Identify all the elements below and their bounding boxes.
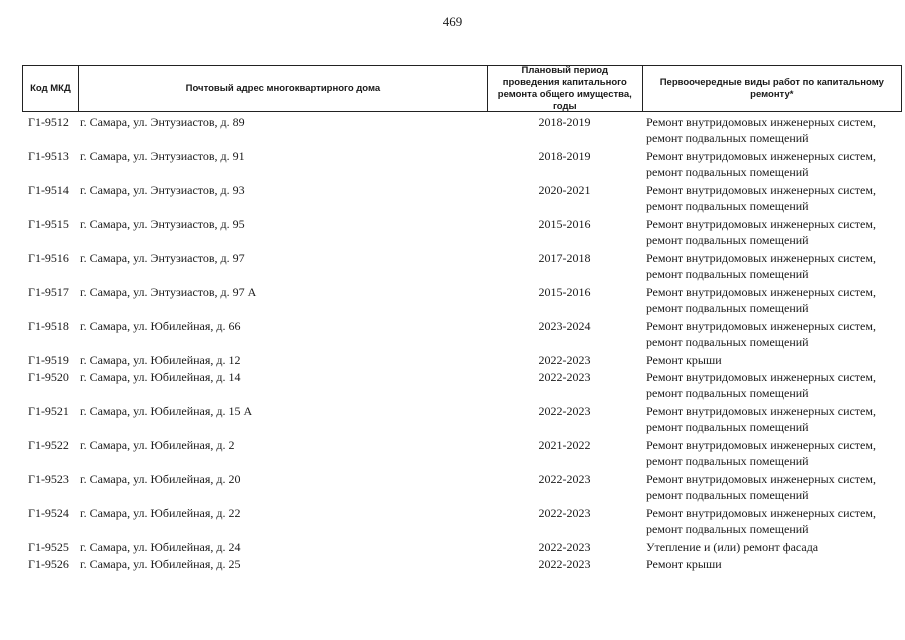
table-header bbox=[22, 65, 902, 112]
cell-works: Ремонт внутридомовых инженерных систем, ремонт подвальных помещений bbox=[646, 217, 876, 247]
cell-code: Г1-9525 bbox=[28, 540, 69, 554]
cell-address: г. Самара, ул. Юбилейная, д. 14 bbox=[80, 370, 241, 384]
table-row bbox=[22, 352, 902, 369]
cell-address: г. Самара, ул. Юбилейная, д. 15 А bbox=[80, 404, 253, 418]
cell-address: г. Самара, ул. Энтузиастов, д. 97 А bbox=[80, 285, 257, 299]
cell-works: Ремонт внутридомовых инженерных систем, ремонт подвальных помещений bbox=[646, 404, 876, 434]
cell-code: Г1-9523 bbox=[28, 472, 69, 486]
cell-period: 2015-2016 bbox=[538, 217, 591, 231]
table-row bbox=[22, 250, 902, 284]
cell-code: Г1-9524 bbox=[28, 506, 69, 520]
table-row bbox=[22, 148, 902, 182]
cell-address: г. Самара, ул. Энтузиастов, д. 91 bbox=[80, 149, 245, 163]
cell-address: г. Самара, ул. Энтузиастов, д. 95 bbox=[80, 217, 245, 231]
cell-period: 2020-2021 bbox=[538, 183, 591, 197]
table-row bbox=[22, 505, 902, 539]
cell-period: 2022-2023 bbox=[538, 370, 591, 384]
table-row bbox=[22, 539, 902, 556]
cell-works: Ремонт внутридомовых инженерных систем, ремонт подвальных помещений bbox=[646, 472, 876, 502]
cell-works: Ремонт внутридомовых инженерных систем, ремонт подвальных помещений bbox=[646, 115, 876, 145]
cell-code: Г1-9516 bbox=[28, 251, 69, 265]
table-row bbox=[22, 318, 902, 352]
cell-address: г. Самара, ул. Юбилейная, д. 22 bbox=[80, 506, 241, 520]
table-row bbox=[22, 216, 902, 250]
cell-code: Г1-9519 bbox=[28, 353, 69, 367]
cell-period: 2022-2023 bbox=[538, 540, 591, 554]
cell-period: 2015-2016 bbox=[538, 285, 591, 299]
cell-code: Г1-9514 bbox=[28, 183, 69, 197]
table-row bbox=[22, 182, 902, 216]
cell-address: г. Самара, ул. Юбилейная, д. 25 bbox=[80, 557, 241, 571]
cell-code: Г1-9517 bbox=[28, 285, 69, 299]
cell-period: 2018-2019 bbox=[538, 115, 591, 129]
cell-period: 2022-2023 bbox=[538, 353, 591, 367]
cell-address: г. Самара, ул. Юбилейная, д. 20 bbox=[80, 472, 241, 486]
cell-period: 2022-2023 bbox=[538, 472, 591, 486]
cell-works: Ремонт внутридомовых инженерных систем, ремонт подвальных помещений bbox=[646, 285, 876, 315]
cell-code: Г1-9521 bbox=[28, 404, 69, 418]
cell-address: г. Самара, ул. Энтузиастов, д. 97 bbox=[80, 251, 245, 265]
cell-code: Г1-9520 bbox=[28, 370, 69, 384]
page-number: 469 bbox=[442, 14, 463, 29]
cell-code: Г1-9512 bbox=[28, 115, 69, 129]
cell-period: 2017-2018 bbox=[538, 251, 591, 265]
cell-address: г. Самара, ул. Юбилейная, д. 2 bbox=[80, 438, 235, 452]
cell-works: Ремонт внутридомовых инженерных систем, ремонт подвальных помещений bbox=[646, 149, 876, 179]
cell-period: 2021-2022 bbox=[538, 438, 591, 452]
header-period: Плановый период проведения капитального ремонта общего имущества, годы bbox=[487, 66, 642, 111]
table-row bbox=[22, 284, 902, 318]
cell-period: 2022-2023 bbox=[538, 557, 591, 571]
cell-period: 2018-2019 bbox=[538, 149, 591, 163]
header-address: Почтовый адрес многоквартирного дома bbox=[78, 66, 487, 111]
cell-works: Ремонт крыши bbox=[646, 353, 722, 367]
cell-period: 2023-2024 bbox=[538, 319, 591, 333]
cell-period: 2022-2023 bbox=[538, 404, 591, 418]
table-body bbox=[22, 114, 902, 573]
cell-address: г. Самара, ул. Энтузиастов, д. 89 bbox=[80, 115, 245, 129]
cell-works: Ремонт внутридомовых инженерных систем, ремонт подвальных помещений bbox=[646, 438, 876, 468]
cell-address: г. Самара, ул. Энтузиастов, д. 93 bbox=[80, 183, 245, 197]
cell-address: г. Самара, ул. Юбилейная, д. 24 bbox=[80, 540, 241, 554]
table-row bbox=[22, 471, 902, 505]
cell-works: Утепление и (или) ремонт фасада bbox=[646, 540, 819, 554]
cell-code: Г1-9526 bbox=[28, 557, 69, 571]
cell-works: Ремонт внутридомовых инженерных систем, ремонт подвальных помещений bbox=[646, 319, 876, 349]
header-works: Первоочередные виды работ по капитальному ремонту* bbox=[642, 66, 901, 111]
cell-works: Ремонт внутридомовых инженерных систем, ремонт подвальных помещений bbox=[646, 251, 876, 281]
cell-works: Ремонт крыши bbox=[646, 557, 722, 571]
table-row bbox=[22, 369, 902, 403]
cell-code: Г1-9518 bbox=[28, 319, 69, 333]
cell-period: 2022-2023 bbox=[538, 506, 591, 520]
table-row bbox=[22, 114, 902, 148]
cell-works: Ремонт внутридомовых инженерных систем, ремонт подвальных помещений bbox=[646, 370, 876, 400]
cell-works: Ремонт внутридомовых инженерных систем, ремонт подвальных помещений bbox=[646, 506, 876, 536]
table-row bbox=[22, 556, 902, 573]
cell-address: г. Самара, ул. Юбилейная, д. 66 bbox=[80, 319, 241, 333]
table-row bbox=[22, 437, 902, 471]
cell-works: Ремонт внутридомовых инженерных систем, ремонт подвальных помещений bbox=[646, 183, 876, 213]
cell-address: г. Самара, ул. Юбилейная, д. 12 bbox=[80, 353, 241, 367]
cell-code: Г1-9515 bbox=[28, 217, 69, 231]
table-row bbox=[22, 403, 902, 437]
cell-code: Г1-9522 bbox=[28, 438, 69, 452]
header-code: Код МКД bbox=[30, 82, 71, 94]
cell-code: Г1-9513 bbox=[28, 149, 69, 163]
capital-repair-table bbox=[22, 65, 902, 573]
